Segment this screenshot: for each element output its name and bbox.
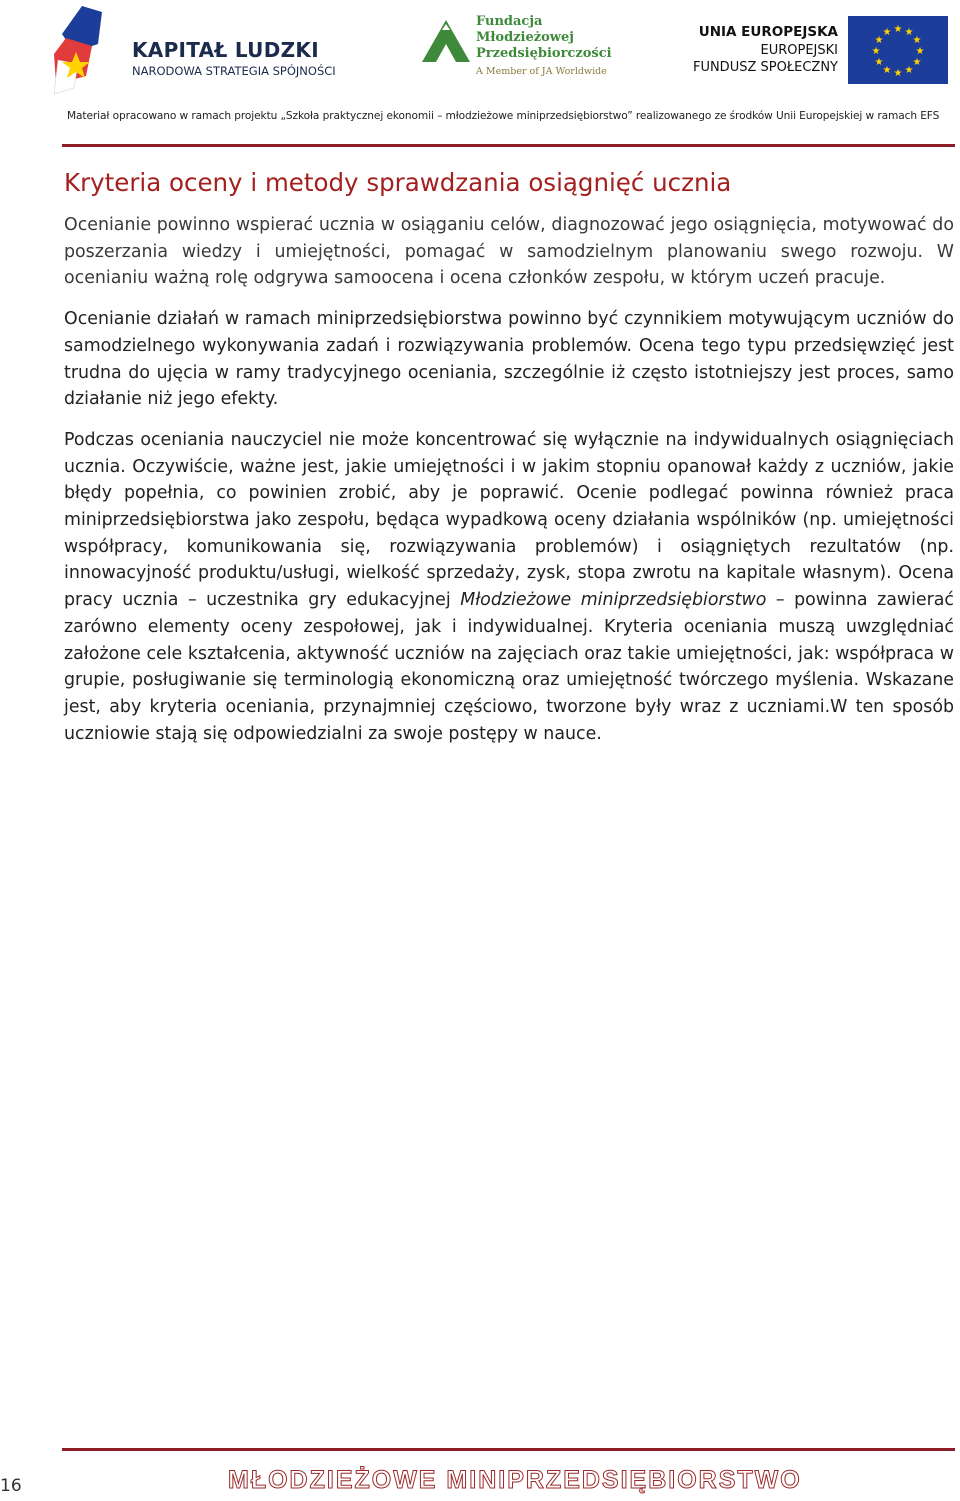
svg-text:★: ★ [893,24,903,35]
page-number: 16 [0,1476,22,1496]
paragraph-1: Ocenianie powinno wspierać ucznia w osiąganiu celów, diagnozować jego osiągnięcia, motywować do poszerzania wiedzy i umiejętności, pomagać w samodzielnym planowaniu swego rozwoju. W ocenianiu ważną rolę odgrywa samoocena i ocena członków zespołu, w którym uczeń pracuje. [64,215,954,289]
page-header [0,0,960,150]
footer-divider [62,1448,955,1451]
svg-text:★: ★ [912,35,922,46]
kapital-ludzki-title: KAPITAŁ LUDZKI [132,38,319,62]
svg-text:★: ★ [904,27,914,38]
paragraph-3 [64,427,954,747]
eu-flag-icon [848,16,948,84]
svg-text:★: ★ [874,57,884,68]
paragraph-3-italic: Młodzieżowe miniprzedsiębiorstwo [460,590,767,611]
footer-title: MŁODZIEŻOWE MINIPRZEDSIĘBIORSTWO [228,1466,802,1494]
svg-text:★: ★ [904,65,914,76]
svg-text:★: ★ [915,46,925,57]
svg-text:★: ★ [893,68,903,79]
fundacja-logo [420,12,620,80]
fundacja-line2: Młodzieżowej [476,30,574,45]
eu-line3: FUNDUSZ SPOŁECZNY [692,60,838,75]
main-content [64,166,954,761]
svg-text:★: ★ [874,35,884,46]
fundacja-line3: Przedsiębiorczości [476,46,612,61]
header-divider [62,144,955,147]
svg-text:★: ★ [871,46,881,57]
mountain-icon [420,18,472,64]
paragraph-2: Ocenianie działań w ramach miniprzedsiębiorstwa powinno być czynnikiem motywującym uczniów do samodzielnego wykonywania zadań i rozwiązywania problemów. Ocena tego typu przedsięwzięć jest trudna do ujęcia w ramy tradycyjnego oceniania, szczególnie iż często istotniejszy jest proces, samo działanie niż jego efekty. [64,309,954,410]
eu-line2: EUROPEJSKI [760,43,838,58]
kapital-ludzki-logo [52,4,342,96]
svg-text:★: ★ [882,27,892,38]
fundacja-line1: Fundacja [476,14,543,29]
fundacja-tagline: A Member of JA Worldwide [476,66,607,77]
svg-text:★: ★ [912,57,922,68]
eu-logo [690,16,950,86]
kapital-ludzki-emblem-icon [52,4,122,96]
kapital-ludzki-subtitle: NARODOWA STRATEGIA SPÓJNOŚCI [132,64,336,78]
paragraph-3-part-a: Podczas oceniania nauczyciel nie może koncentrować się wyłącznie na indywidualnych osiągnięciach ucznia. Oczywiście, ważne jest, jakie umiejętności i w jakim stopniu opanował każdy z uczniów, jakie błędy popełnia, co powinien zrobić, aby je poprawić. Ocenie podlegać powinna również praca miniprzedsiębiorstwa jako zespołu, będąca wypadkową oceny działania wspólników (np. umiejętności współpracy, komunikowania się, rozwiązywania problemów) i osiągniętych rezultatów (np. innowacyjność produktu/usługi, wielkość sprzedaży, zysk, stopa zwrotu na kapitale własnym). Ocena pracy ucznia – uczestnika gry edukacyjnej [64,429,954,611]
svg-text:★: ★ [882,65,892,76]
project-note: Materiał opracowano w ramach projektu „Szkoła praktycznej ekonomii – młodzieżowe miniprzedsiębiorstwo” realizowanego ze środków Unii Europejskiej w ramach EFS [67,110,940,122]
section-title: Kryteria oceny i metody sprawdzania osiągnięć ucznia [64,168,732,197]
paragraph-3-part-b: – powinna zawierać zarówno elementy oceny zespołowej, jak i indywidualnej. Kryteria oceniania muszą uwzględniać założone cele kształcenia, aktywność uczniów na zajęciach oraz takie umiejętności, jak: współpraca w grupie, posługiwanie się terminologią ekonomiczną oraz umiejętność twórczego myślenia. Wskazane jest, aby kryteria oceniania, przynajmniej częściowo, tworzone były wraz z uczniami.W ten sposób uczniowie stają się odpowiedzialni za swoje postępy w nauce. [64,590,954,744]
eu-line1: UNIA EUROPEJSKA [698,24,838,40]
